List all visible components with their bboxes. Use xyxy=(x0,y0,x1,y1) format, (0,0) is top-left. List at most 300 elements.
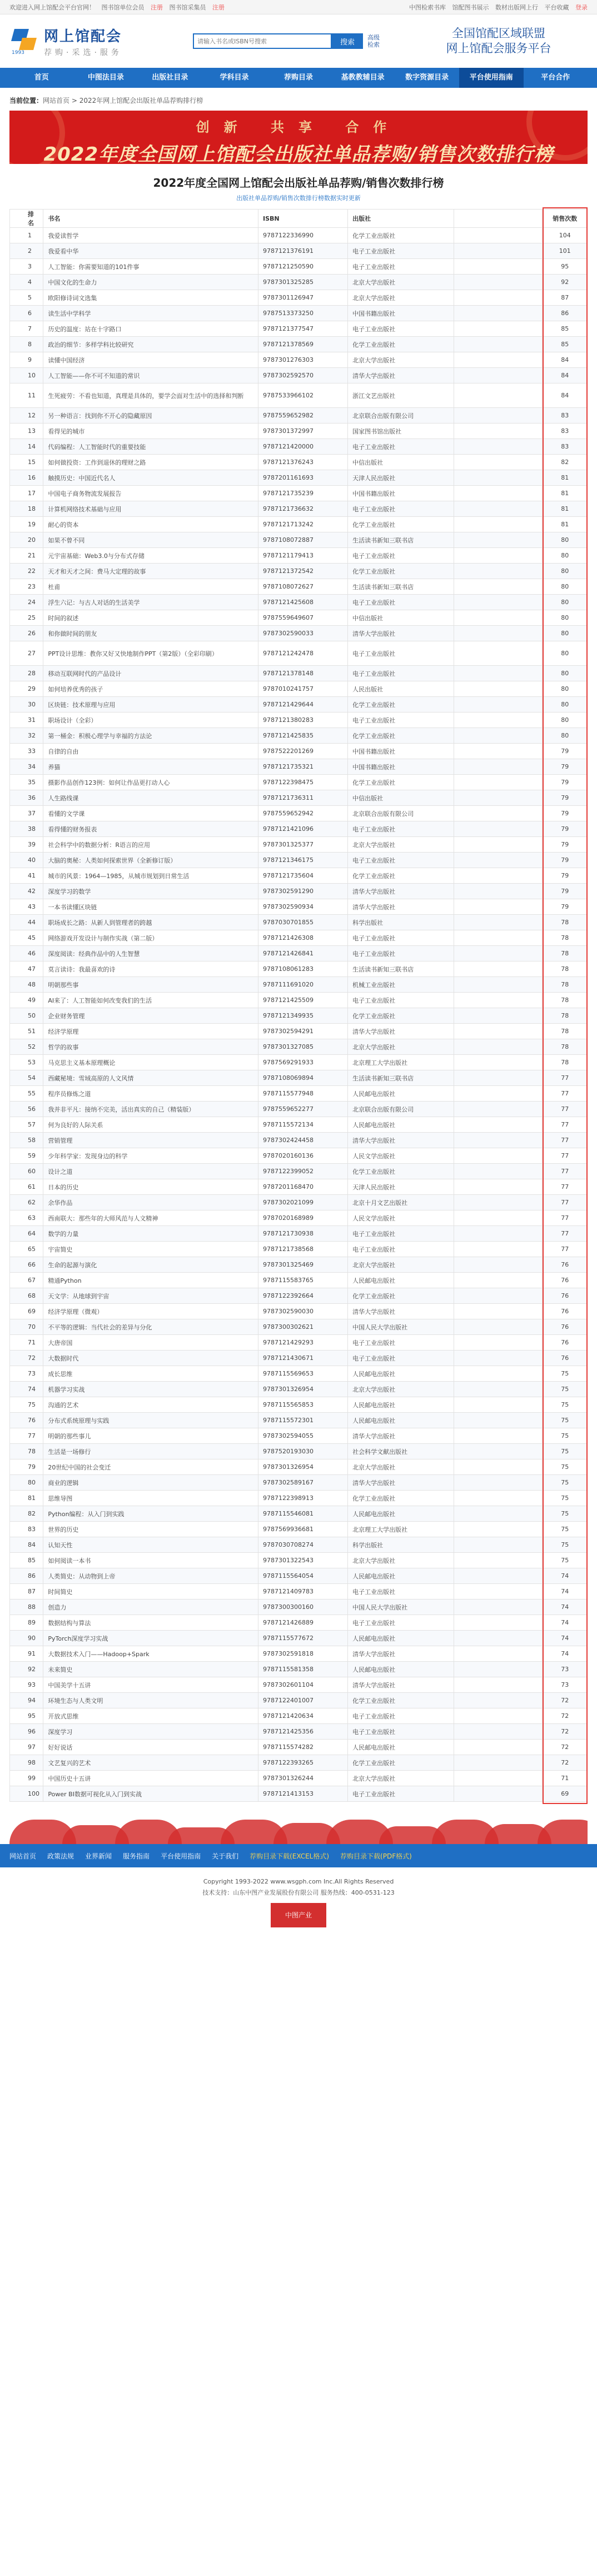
title-cell[interactable]: 一本书读懂区块链 xyxy=(43,899,258,915)
sales-count-cell: 71 xyxy=(543,1771,588,1786)
title-cell[interactable]: 看得懂的财务报表 xyxy=(43,821,258,837)
title-cell[interactable]: 环境生态与人类文明 xyxy=(43,1693,258,1708)
title-cell[interactable]: 西南联大：那些年的大师风范与人文精神 xyxy=(43,1210,258,1226)
spacer-cell xyxy=(454,1771,543,1786)
title-cell[interactable]: 认知天性 xyxy=(43,1537,258,1553)
isbn-cell: 9787121242478 xyxy=(258,641,348,666)
title-cell[interactable]: 商业的逻辑 xyxy=(43,1475,258,1491)
title-cell[interactable]: 第一桶金：积极心理学与幸福的方法论 xyxy=(43,728,258,744)
title-cell[interactable]: 养猫 xyxy=(43,759,258,775)
breadcrumb-path[interactable]: 网站首页 > 2022年网上馆配会出版社单品荐购排行榜 xyxy=(43,97,203,104)
spacer-cell xyxy=(454,961,543,977)
title-cell[interactable]: 营销管理 xyxy=(43,1133,258,1148)
nav-item[interactable]: 出版社目录 xyxy=(152,73,188,82)
nav-item[interactable]: 平台合作 xyxy=(541,73,570,82)
isbn-cell: 9787520193030 xyxy=(258,1444,348,1459)
title-cell[interactable]: 欧阳修诗词文选集 xyxy=(43,290,258,306)
publisher-cell: 电子工业出版社 xyxy=(348,1584,454,1600)
title-cell[interactable]: 移动互联网时代的产品设计 xyxy=(43,666,258,681)
spacer-cell xyxy=(454,1646,543,1662)
title-cell[interactable]: 如何阅读一本书 xyxy=(43,1553,258,1568)
publisher-cell: 浙江文艺出版社 xyxy=(348,383,454,408)
title-cell[interactable]: 余华作品 xyxy=(43,1195,258,1210)
title-cell[interactable]: 经济学原理（微观） xyxy=(43,1304,258,1319)
isbn-cell: 9787121429644 xyxy=(258,697,348,712)
spacer-cell xyxy=(454,853,543,868)
spacer-cell xyxy=(454,1459,543,1475)
sales-count-cell: 78 xyxy=(543,915,588,930)
publisher-cell: 生活读书新知三联书店 xyxy=(348,961,454,977)
sales-count-cell: 78 xyxy=(543,1039,588,1055)
rank-cell: 88 xyxy=(10,1600,43,1615)
title-cell[interactable]: 宇宙简史 xyxy=(43,1242,258,1257)
spacer-cell xyxy=(454,486,543,501)
sales-count-cell: 80 xyxy=(543,681,588,697)
title-cell[interactable]: 计算机网络技术基础与应用 xyxy=(43,501,258,517)
title-cell[interactable]: PPT设计思维：教你又好又快地制作PPT（第2版）（全彩印刷） xyxy=(43,641,258,666)
footer-link[interactable]: 服务指南 xyxy=(123,1852,150,1860)
isbn-cell: 9787115577948 xyxy=(258,1086,348,1102)
download-link[interactable]: 荐购目录下载(PDF格式) xyxy=(340,1852,412,1860)
title-cell[interactable]: 少年科学家：发现身边的科学 xyxy=(43,1148,258,1164)
search-input[interactable] xyxy=(193,33,332,49)
publisher-cell: 化学工业出版社 xyxy=(348,228,454,243)
nav-item[interactable]: 学科目录 xyxy=(220,73,249,82)
page-subtitle: 出版社单品荐购/销售次数排行榜数据实时更新 xyxy=(236,195,361,202)
isbn-cell: 9787301126947 xyxy=(258,290,348,306)
spacer-cell xyxy=(454,1055,543,1070)
title-cell[interactable]: 摄影作品创作123例：如何让作品更打动人心 xyxy=(43,775,258,790)
isbn-cell: 9787302591818 xyxy=(258,1646,348,1662)
rank-cell: 44 xyxy=(10,915,43,930)
table-row xyxy=(10,1055,588,1070)
spacer-cell xyxy=(454,1304,543,1319)
title-cell[interactable]: 思维导图 xyxy=(43,1491,258,1506)
publisher-cell: 清华大学出版社 xyxy=(348,1304,454,1319)
title-cell[interactable]: 政治的细节：多样学科比较研究 xyxy=(43,337,258,352)
spacer-cell xyxy=(454,1024,543,1039)
sales-count-cell: 78 xyxy=(543,930,588,946)
rank-cell: 17 xyxy=(10,486,43,501)
table-row xyxy=(10,1319,588,1335)
title-cell[interactable]: 历史的温度：站在十字路口 xyxy=(43,321,258,337)
title-cell[interactable]: 人生路线课 xyxy=(43,790,258,806)
title-cell[interactable]: 明朝的那些事儿 xyxy=(43,1428,258,1444)
sales-count-cell: 75 xyxy=(543,1413,588,1428)
nav-item[interactable]: 中图法目录 xyxy=(87,73,124,82)
title-cell[interactable]: 另一种语言：找到你不开心的隐藏原因 xyxy=(43,408,258,423)
title-cell[interactable]: 大数据技术入门——Hadoop+Spark xyxy=(43,1646,258,1662)
publisher-cell: 电子工业出版社 xyxy=(348,1786,454,1802)
isbn-cell: 9787569936681 xyxy=(258,1522,348,1537)
top-bar xyxy=(0,0,597,14)
nav-item[interactable]: 平台使用指南 xyxy=(459,68,524,88)
table-row xyxy=(10,712,588,728)
publisher-cell: 北京大学出版社 xyxy=(348,1382,454,1397)
title-cell[interactable]: 哲学的故事 xyxy=(43,1039,258,1055)
sales-count-cell: 73 xyxy=(543,1662,588,1677)
title-cell[interactable]: 生活是一场修行 xyxy=(43,1444,258,1459)
sales-count-cell: 76 xyxy=(543,1273,588,1288)
title-cell[interactable]: 自律的自由 xyxy=(43,744,258,759)
publisher-cell: 人民邮电出版社 xyxy=(348,1740,454,1755)
title-cell[interactable]: 天才和天才之间：费马大定理的故事 xyxy=(43,564,258,579)
title-cell[interactable]: 我爱看中华 xyxy=(43,243,258,259)
nav-item[interactable]: 荐购目录 xyxy=(284,73,314,82)
isbn-cell: 9787122398913 xyxy=(258,1491,348,1506)
rank-cell: 41 xyxy=(10,868,43,884)
rank-cell: 65 xyxy=(10,1242,43,1257)
search-button[interactable]: 搜索 xyxy=(332,33,363,49)
title-cell[interactable]: AI来了：人工智能如何改变我们的生活 xyxy=(43,993,258,1008)
title-cell[interactable]: 未来简史 xyxy=(43,1662,258,1677)
member-register-link[interactable]: 注册 xyxy=(151,4,163,11)
table-row xyxy=(10,1553,588,1568)
title-cell[interactable]: 明朝那些事 xyxy=(43,977,258,993)
col-sales-count: 销售次数 xyxy=(543,210,588,228)
publisher-cell: 人民邮电出版社 xyxy=(348,1366,454,1382)
title-cell[interactable]: 元宇宙基础：Web3.0与分布式存储 xyxy=(43,548,258,564)
rank-cell: 66 xyxy=(10,1257,43,1273)
table-row xyxy=(10,1164,588,1179)
footer-link[interactable]: 业界新闻 xyxy=(85,1852,112,1860)
rank-cell: 93 xyxy=(10,1677,43,1693)
spacer-cell xyxy=(454,1631,543,1646)
spacer-cell xyxy=(454,595,543,610)
spacer-cell xyxy=(454,1553,543,1568)
title-cell[interactable]: 创造力 xyxy=(43,1600,258,1615)
col-title: 书名 xyxy=(43,210,258,228)
title-cell[interactable]: 社会科学中的数据分析：R语言的应用 xyxy=(43,837,258,853)
rank-cell: 16 xyxy=(10,470,43,486)
footer-link[interactable]: 政策法规 xyxy=(47,1852,74,1860)
title-cell[interactable]: 如何培养优秀的孩子 xyxy=(43,681,258,697)
title-cell[interactable]: 大数据时代 xyxy=(43,1351,258,1366)
title-cell[interactable]: 世界的历史 xyxy=(43,1522,258,1537)
sales-count-cell: 77 xyxy=(543,1226,588,1242)
rank-cell: 29 xyxy=(10,681,43,697)
title-cell[interactable]: 看得见的城市 xyxy=(43,423,258,439)
collector-register-link[interactable]: 注册 xyxy=(212,4,225,11)
title-cell[interactable]: 设计之道 xyxy=(43,1164,258,1179)
login-link[interactable]: 登录 xyxy=(575,4,588,11)
spacer-cell xyxy=(454,790,543,806)
sales-count-cell: 76 xyxy=(543,1351,588,1366)
isbn-cell: 9787122401007 xyxy=(258,1693,348,1708)
publisher-cell: 化学工业出版社 xyxy=(348,1755,454,1771)
title-cell[interactable]: 读生活中学科学 xyxy=(43,306,258,321)
rank-cell: 48 xyxy=(10,977,43,993)
sales-count-cell: 74 xyxy=(543,1615,588,1631)
sales-count-cell: 77 xyxy=(543,1102,588,1117)
title-cell[interactable]: 我爱读哲学 xyxy=(43,228,258,243)
sales-count-cell: 80 xyxy=(543,697,588,712)
isbn-cell: 9787121179413 xyxy=(258,548,348,564)
sales-count-cell: 78 xyxy=(543,993,588,1008)
title-cell[interactable]: 中国历史十五讲 xyxy=(43,1771,258,1786)
sales-count-cell: 101 xyxy=(543,243,588,259)
spacer-cell xyxy=(454,517,543,532)
table-row xyxy=(10,728,588,744)
rank-cell: 59 xyxy=(10,1148,43,1164)
table-row xyxy=(10,1537,588,1553)
title-cell[interactable]: 经济学原理 xyxy=(43,1024,258,1039)
footer-link[interactable]: 平台使用指南 xyxy=(161,1852,201,1860)
title-cell[interactable]: 沟通的艺术 xyxy=(43,1397,258,1413)
sales-count-cell: 76 xyxy=(543,1319,588,1335)
isbn-cell: 9787121730938 xyxy=(258,1226,348,1242)
publisher-cell: 北京理工大学出版社 xyxy=(348,1522,454,1537)
member-link[interactable]: 图书馆单位会员 xyxy=(101,4,145,11)
title-cell[interactable]: 莫言读诗：我最喜欢的诗 xyxy=(43,961,258,977)
title-cell[interactable]: 数据结构与算法 xyxy=(43,1615,258,1631)
spacer-cell xyxy=(454,321,543,337)
rank-cell: 73 xyxy=(10,1366,43,1382)
publisher-cell: 化学工业出版社 xyxy=(348,517,454,532)
title-cell[interactable]: Python编程：从入门到实践 xyxy=(43,1506,258,1522)
title-cell[interactable]: 机器学习实战 xyxy=(43,1382,258,1397)
title-cell[interactable]: 成长思维 xyxy=(43,1366,258,1382)
publisher-cell: 化学工业出版社 xyxy=(348,1288,454,1304)
rank-cell: 28 xyxy=(10,666,43,681)
title-cell[interactable]: 如何做投资：工作到退休的理财之路 xyxy=(43,455,258,470)
isbn-cell: 9787559652277 xyxy=(258,1102,348,1117)
table-row xyxy=(10,439,588,455)
collector-link[interactable]: 图书馆采集员 xyxy=(169,4,206,11)
title-cell[interactable]: 天文学：从地球到宇宙 xyxy=(43,1288,258,1304)
table-row xyxy=(10,1304,588,1319)
title-cell[interactable]: 和你做时间的朋友 xyxy=(43,626,258,641)
title-cell[interactable]: 时间的叙述 xyxy=(43,610,258,626)
publisher-cell: 电子工业出版社 xyxy=(348,548,454,564)
isbn-cell: 9787559652982 xyxy=(258,408,348,423)
title-cell[interactable]: 不平等的逻辑：当代社会的差异与分化 xyxy=(43,1319,258,1335)
site-logo[interactable] xyxy=(9,25,176,58)
title-cell[interactable]: 大脑的奥秘：人类如何探索世界（全新修订版） xyxy=(43,853,258,868)
rank-cell: 61 xyxy=(10,1179,43,1195)
table-row xyxy=(10,1475,588,1491)
title-cell[interactable]: 生死疲劳：不看也知道，真理是具体的，要学会面对生活中的选择和判断 xyxy=(43,383,258,408)
isbn-cell: 9787121713242 xyxy=(258,517,348,532)
nav-item[interactable]: 基教教辅目录 xyxy=(341,73,385,82)
title-cell[interactable]: 职场成长之路：从新人到管理者的跨越 xyxy=(43,915,258,930)
title-cell[interactable]: 人类简史：从动物到上帝 xyxy=(43,1568,258,1584)
title-cell[interactable]: 深度学习 xyxy=(43,1724,258,1740)
publisher-cell: 电子工业出版社 xyxy=(348,1335,454,1351)
publisher-cell: 人民邮电出版社 xyxy=(348,1397,454,1413)
publisher-cell: 中国书籍出版社 xyxy=(348,306,454,321)
table-row xyxy=(10,306,588,321)
isbn-cell: 9787121250590 xyxy=(258,259,348,275)
ranking-table xyxy=(9,209,588,1802)
isbn-cell: 9787301322543 xyxy=(258,1553,348,1568)
title-cell[interactable]: 耐心的资本 xyxy=(43,517,258,532)
title-cell[interactable]: 我并非平凡：接纳不完美，活出真实的自己（精装版） xyxy=(43,1102,258,1117)
isbn-cell: 9787121380283 xyxy=(258,712,348,728)
rank-cell: 22 xyxy=(10,564,43,579)
sales-count-cell: 75 xyxy=(543,1444,588,1459)
isbn-cell: 9787301326244 xyxy=(258,1771,348,1786)
download-link[interactable]: 荐购目录下载(EXCEL格式) xyxy=(250,1852,330,1860)
title-cell[interactable]: PyTorch深度学习实战 xyxy=(43,1631,258,1646)
isbn-cell: 9787121378148 xyxy=(258,666,348,681)
title-cell[interactable]: 分布式系统原理与实践 xyxy=(43,1413,258,1428)
table-row xyxy=(10,1335,588,1351)
title-cell[interactable]: Power BI数据可视化从入门到实战 xyxy=(43,1786,258,1802)
spacer-cell xyxy=(454,1382,543,1397)
rank-cell: 2 xyxy=(10,243,43,259)
nav-item[interactable]: 首页 xyxy=(34,73,49,82)
table-row xyxy=(10,1226,588,1242)
title-cell[interactable]: 浮生六记：与古人对话的生活美学 xyxy=(43,595,258,610)
title-cell[interactable]: 杜甫 xyxy=(43,579,258,595)
title-cell[interactable]: 何为良好的人际关系 xyxy=(43,1117,258,1133)
sales-count-cell: 87 xyxy=(543,290,588,306)
publisher-cell: 电子工业出版社 xyxy=(348,1242,454,1257)
title-cell[interactable]: 如果不曾不同 xyxy=(43,532,258,548)
isbn-cell: 9787122399052 xyxy=(258,1164,348,1179)
title-cell[interactable]: 生命的起源与演化 xyxy=(43,1257,258,1273)
title-cell[interactable]: 深度学习的数学 xyxy=(43,884,258,899)
table-row xyxy=(10,501,588,517)
title-cell[interactable]: 20世纪中国的社会变迁 xyxy=(43,1459,258,1475)
table-row xyxy=(10,1662,588,1677)
table-row xyxy=(10,790,588,806)
isbn-cell: 9787121409783 xyxy=(258,1584,348,1600)
nav-item[interactable]: 数字资源目录 xyxy=(405,73,449,82)
logo-mark-icon: 1993 xyxy=(9,27,38,56)
table-row xyxy=(10,977,588,993)
table-row xyxy=(10,337,588,352)
table-row xyxy=(10,626,588,641)
title-cell[interactable]: 数学的力量 xyxy=(43,1226,258,1242)
publisher-cell: 电子工业出版社 xyxy=(348,666,454,681)
sales-count-cell: 83 xyxy=(543,423,588,439)
table-row xyxy=(10,259,588,275)
publisher-cell: 北京大学出版社 xyxy=(348,352,454,368)
table-row xyxy=(10,1631,588,1646)
advanced-search-link[interactable]: 高级检索 xyxy=(367,34,380,48)
footer-nav xyxy=(0,1844,597,1867)
isbn-cell: 9787301325377 xyxy=(258,837,348,853)
table-row xyxy=(10,1179,588,1195)
sales-count-cell: 75 xyxy=(543,1537,588,1553)
title-cell[interactable]: 西藏秘境：雪域高原的人文风情 xyxy=(43,1070,258,1086)
rank-cell: 97 xyxy=(10,1740,43,1755)
isbn-cell: 9787108072887 xyxy=(258,532,348,548)
title-cell[interactable]: 中国文化的生命力 xyxy=(43,275,258,290)
isbn-cell: 9787121425608 xyxy=(258,595,348,610)
rank-cell: 77 xyxy=(10,1428,43,1444)
rank-cell: 13 xyxy=(10,423,43,439)
title-cell[interactable]: 深度阅读：经典作品中的人生智慧 xyxy=(43,946,258,961)
isbn-cell: 9787121426889 xyxy=(258,1615,348,1631)
table-row xyxy=(10,930,588,946)
topbar-link[interactable]: 平台收藏 xyxy=(544,4,569,11)
table-row xyxy=(10,486,588,501)
industry-badge[interactable]: 中图产业 xyxy=(271,1903,326,1927)
title-cell[interactable]: 日本的历史 xyxy=(43,1179,258,1195)
title-cell[interactable]: 人工智能——你不可不知道的常识 xyxy=(43,368,258,383)
spacer-cell xyxy=(454,352,543,368)
table-row xyxy=(10,1039,588,1055)
isbn-cell: 9787301325285 xyxy=(258,275,348,290)
title-cell[interactable]: 区块链：技术原理与应用 xyxy=(43,697,258,712)
title-cell[interactable]: 看懂的文学课 xyxy=(43,806,258,821)
footer-link[interactable]: 关于我们 xyxy=(212,1852,239,1860)
title-cell[interactable]: 网络游戏开发设计与制作实战（第二版） xyxy=(43,930,258,946)
rank-cell: 72 xyxy=(10,1351,43,1366)
publisher-cell: 北京联合出版有限公司 xyxy=(348,408,454,423)
sales-count-cell: 69 xyxy=(543,1786,588,1802)
title-cell[interactable]: 职场设计（全彩） xyxy=(43,712,258,728)
isbn-cell: 9787121430671 xyxy=(258,1351,348,1366)
sales-count-cell: 76 xyxy=(543,1257,588,1273)
topbar-link[interactable]: 馆配图书展示 xyxy=(452,4,489,11)
isbn-cell: 9787302590934 xyxy=(258,899,348,915)
footer-link[interactable]: 网站首页 xyxy=(9,1852,37,1860)
table-row xyxy=(10,1506,588,1522)
spacer-cell xyxy=(454,383,543,408)
title-cell[interactable]: 大唐帝国 xyxy=(43,1335,258,1351)
table-header-row xyxy=(10,210,588,228)
title-cell[interactable]: 程序员修炼之道 xyxy=(43,1086,258,1102)
rank-cell: 90 xyxy=(10,1631,43,1646)
sales-count-cell: 81 xyxy=(543,501,588,517)
title-cell[interactable]: 人工智能：你需要知道的101件事 xyxy=(43,259,258,275)
ranking-table-wrap xyxy=(9,209,588,1802)
isbn-cell: 9787301326954 xyxy=(258,1382,348,1397)
title-cell[interactable]: 触摸历史：中国近代名人 xyxy=(43,470,258,486)
publisher-cell: 清华大学出版社 xyxy=(348,1024,454,1039)
sales-count-cell: 77 xyxy=(543,1117,588,1133)
title-cell[interactable]: 精通Python xyxy=(43,1273,258,1288)
rank-cell: 79 xyxy=(10,1459,43,1475)
title-cell[interactable]: 时间简史 xyxy=(43,1584,258,1600)
isbn-cell: 9787301327085 xyxy=(258,1039,348,1055)
publisher-cell: 清华大学出版社 xyxy=(348,899,454,915)
publisher-cell: 人民邮电出版社 xyxy=(348,1273,454,1288)
title-cell[interactable]: 马克思主义基本原理概论 xyxy=(43,1055,258,1070)
title-cell[interactable]: 中国美学十五讲 xyxy=(43,1677,258,1693)
title-cell[interactable]: 文艺复兴的艺术 xyxy=(43,1755,258,1771)
title-cell[interactable]: 代码编程：人工智能时代的重要技能 xyxy=(43,439,258,455)
publisher-cell: 清华大学出版社 xyxy=(348,1677,454,1693)
table-row xyxy=(10,455,588,470)
title-cell[interactable]: 读懂中国经济 xyxy=(43,352,258,368)
publisher-cell: 人民文学出版社 xyxy=(348,1210,454,1226)
isbn-cell: 9787301326954 xyxy=(258,1459,348,1475)
spacer-cell xyxy=(454,1491,543,1506)
publisher-cell: 北京联合出版有限公司 xyxy=(348,806,454,821)
isbn-cell: 9787020160136 xyxy=(258,1148,348,1164)
rank-cell: 50 xyxy=(10,1008,43,1024)
table-row xyxy=(10,408,588,423)
isbn-cell: 9787111691020 xyxy=(258,977,348,993)
title-cell[interactable]: 好好说话 xyxy=(43,1740,258,1755)
title-cell[interactable]: 开放式思维 xyxy=(43,1708,258,1724)
topbar-link[interactable]: 中图检索书库 xyxy=(409,4,446,11)
spacer-cell xyxy=(454,1164,543,1179)
col-spacer xyxy=(454,210,543,228)
publisher-cell: 北京大学出版社 xyxy=(348,290,454,306)
sales-count-cell: 80 xyxy=(543,579,588,595)
rank-cell: 81 xyxy=(10,1491,43,1506)
title-cell[interactable]: 企业财务管理 xyxy=(43,1008,258,1024)
title-cell[interactable]: 中国电子商务物流发展报告 xyxy=(43,486,258,501)
topbar-link[interactable]: 数材出版网上行 xyxy=(495,4,538,11)
title-cell[interactable]: 城市的风景：1964—1985，从城市规划到日常生活 xyxy=(43,868,258,884)
